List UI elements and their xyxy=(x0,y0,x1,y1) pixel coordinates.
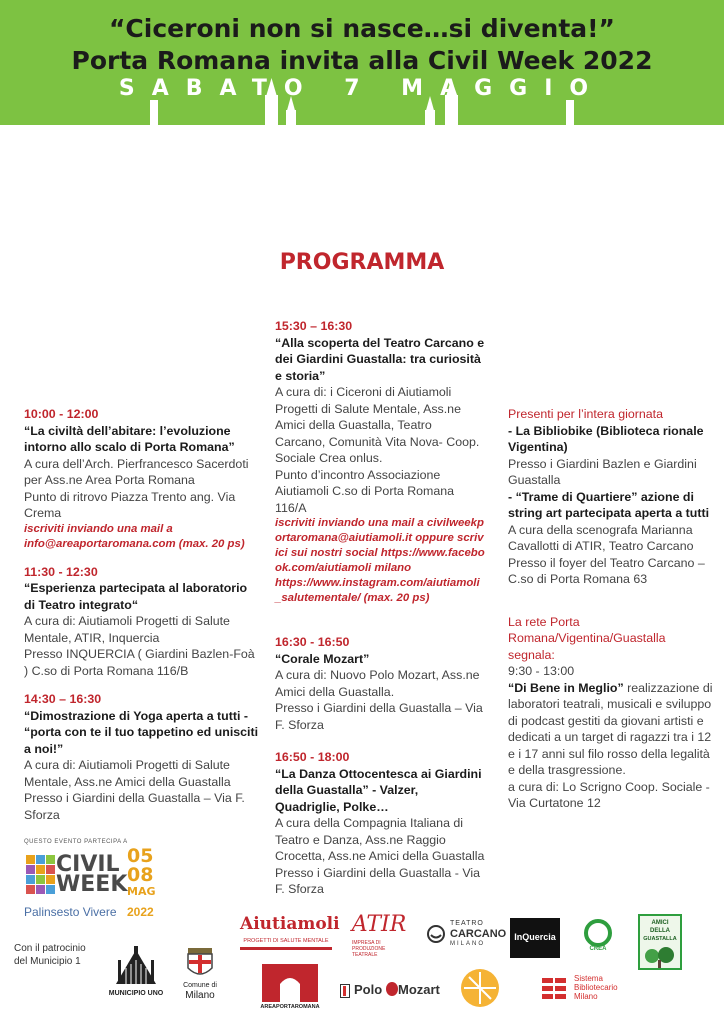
header-quote: “Ciceroni non si nasce…si diventa!” xyxy=(109,14,615,43)
all-day-intro: Presenti per l’intera giornata xyxy=(508,407,663,421)
rete-intro: La rete Porta Romana/Vigentina/Guastalla segnala: xyxy=(508,614,666,662)
event-organizer: A cura di: Aiutiamoli Progetti di Salute Mentale, Ass.ne Amici della Guastalla xyxy=(24,758,231,789)
header-title: Porta Romana invita alla Civil Week 2022 xyxy=(71,46,653,75)
trame-location: Presso il foyer del Teatro Carcano – C.so di Porta Romana 63 xyxy=(508,555,705,586)
event-block xyxy=(275,318,485,606)
event-organizer: A cura di: Nuovo Polo Mozart, Ass.ne Amici della Guastalla. xyxy=(275,668,480,699)
event-instagram-link[interactable]: https://www.instagram.com/aiutiamoli_salutementale/ (max. 20 ps) xyxy=(275,577,480,604)
theater-mask-icon xyxy=(426,924,446,944)
arch-icon xyxy=(258,960,322,1002)
teatro-carcano-logo: TEATRO CARCANO MILANO xyxy=(426,920,498,950)
event-organizer: A cura della Compagnia Italiana di Teatro e Danza, Ass.ne Raggio Crocetta, Ass.ne Amici della Guastalla xyxy=(275,816,485,863)
event-time: 15:30 – 16:30 xyxy=(275,319,353,333)
event-organizer: A cura di: i Ciceroni di Aiutiamoli Progetti di Salute Mentale, Ass.ne Amici della Guastalla, Teatro Carcano, Comunità Vita Nova- Coop. Sociale Crea onlus. xyxy=(275,385,480,465)
raggio-crocetta-logo xyxy=(460,968,500,1008)
event-organizer: A cura di: Aiutiamoli Progetti di Salute Mentale, ATIR, Inquercia xyxy=(24,614,230,645)
rete-organizer: a cura di: Lo Scrigno Coop. Sociale - Via Curtatone 12 xyxy=(508,779,710,810)
sun-ray-icon xyxy=(460,968,500,1008)
civil-week-wordmark: CIVIL WEEK xyxy=(56,852,128,897)
sistema-bibliotecario-logo: Sistema Bibliotecario Milano xyxy=(540,974,624,1008)
tree-icon xyxy=(640,946,680,968)
event-time: 16:50 - 18:00 xyxy=(275,750,350,764)
rete-time: 9:30 - 13:00 xyxy=(508,664,575,678)
rete-description xyxy=(508,680,713,779)
crea-circle-icon xyxy=(578,918,618,948)
amici-guastalla-logo: AMICI DELLA GUASTALLA xyxy=(638,914,682,970)
program-column-1 xyxy=(24,406,260,835)
patrocinio-text: Con il patrocinio del Municipio 1 xyxy=(14,943,86,967)
event-location: Presso i Giardini della Guastalla – Via F. Sforza xyxy=(24,791,245,822)
city-crest-icon xyxy=(176,946,224,982)
civil-week-palinsesto: Palinsesto Vivere xyxy=(24,905,117,919)
event-title: “La Danza Ottocentesca ai Giardini della Guastalla” - Valzer, Quadriglie, Polke… xyxy=(275,766,482,814)
civil-week-caption: QUESTO EVENTO PARTECIPA A xyxy=(24,839,128,845)
event-registration-link[interactable]: iscriviti inviando una mail a info@areaportaromana.com (max. 20 ps) xyxy=(24,522,245,550)
civil-week-logo xyxy=(24,839,164,923)
area-porta-romana-logo: AREAPORTAROMANA xyxy=(258,960,322,1012)
event-location: Presso i Giardini della Guastalla – Via F. Sforza xyxy=(275,701,483,732)
civil-week-dates: 05 08 MAG xyxy=(127,845,156,898)
event-location: Presso INQUERCIA ( Giardini Bazlen-Foà ) C.so di Porta Romana 116/B xyxy=(24,647,255,678)
bibliobike-title: - La Bibliobike (Biblioteca rionale Vigentina) xyxy=(508,423,704,454)
event-time: 10:00 - 12:00 xyxy=(24,407,99,421)
event-registration-link[interactable]: iscriviti inviando una mail a civilweekportaromana@aiutiamoli.it oppure scrivici sui nostri social https://www.facebook.com/aiutiamoli milano xyxy=(275,517,485,574)
event-block xyxy=(24,564,260,680)
aiutiamoli-logo: Aiutiamoli PROGETTI DI SALUTE MENTALE xyxy=(240,914,332,950)
event-title: “La civiltà dell’abitare: l’evoluzione intorno allo scalo di Porta Romana” xyxy=(24,423,235,454)
municipio-uno-logo: MUNICIPIO UNO xyxy=(108,946,164,1002)
event-block xyxy=(275,634,485,733)
trame-title: - “Trame di Quartiere” azione di string art partecipata aperta a tutti xyxy=(508,489,710,520)
event-block xyxy=(24,406,260,552)
event-location: Punto d’incontro Associazione Aiutiamoli C.so di Porta Romana 116/A xyxy=(275,467,455,515)
event-title: “Corale Mozart” xyxy=(275,651,370,666)
event-organizer: A cura dell’Arch. Pierfrancesco Sacerdoti per Ass.ne Area Porta Romana xyxy=(24,456,249,487)
civil-week-year: 2022 xyxy=(127,905,154,919)
polo-mozart-logo: Polo Mozart xyxy=(340,980,432,1004)
duomo-icon xyxy=(108,946,164,988)
rete-title: “Di Bene in Meglio” xyxy=(508,680,624,695)
event-block xyxy=(24,691,260,823)
trame-organizer: A cura della scenografa Marianna Cavallotti di ATIR, Teatro Carcano xyxy=(508,522,694,553)
event-location: Punto di ritrovo Piazza Trento ang. Via Crema xyxy=(24,489,236,520)
comune-milano-logo: Comune di Milano xyxy=(176,946,224,1002)
rete-text: realizzazione di laboratori teatrali, musicali e sviluppo di podcast gestiti da giovani artisti e dedicati a un target di ragazzi tra i 12 e i 17 anni sul filo rosso della legalità e della trasgressione. xyxy=(508,680,713,777)
event-location: Presso i Giardini della Guastalla - Via F. Sforza xyxy=(275,865,481,896)
event-block xyxy=(275,749,485,898)
event-title: “Dimostrazione di Yoga aperta a tutti - “porta con te il tuo tappetino ed unisciti a noi!” xyxy=(24,708,259,756)
programma-heading: PROGRAMMA xyxy=(279,250,445,275)
bibliobike-location: Presso i Giardini Bazlen e Giardini Guastalla xyxy=(508,456,697,487)
books-icon xyxy=(540,974,570,1004)
program-column-3 xyxy=(508,406,713,812)
crea-logo: CREA xyxy=(578,918,618,958)
event-title: “Alla scoperta del Teatro Carcano e dei Giardini Guastalla: tra curiosità e storia” xyxy=(275,335,485,383)
event-time: 11:30 - 12:30 xyxy=(24,564,98,579)
event-time: 16:30 - 16:50 xyxy=(275,635,350,649)
event-time: 14:30 – 16:30 xyxy=(24,692,102,706)
header-date: SABATO 7 MAGGIO xyxy=(118,76,606,101)
program-column-2 xyxy=(275,318,485,910)
inquercia-logo: InQuercia xyxy=(510,918,560,958)
atir-logo: ATIR IMPRESA DI PRODUZIONE TEATRALE xyxy=(351,912,407,958)
event-title: “Esperienza partecipata al laboratorio di Teatro integrato“ xyxy=(24,581,248,612)
